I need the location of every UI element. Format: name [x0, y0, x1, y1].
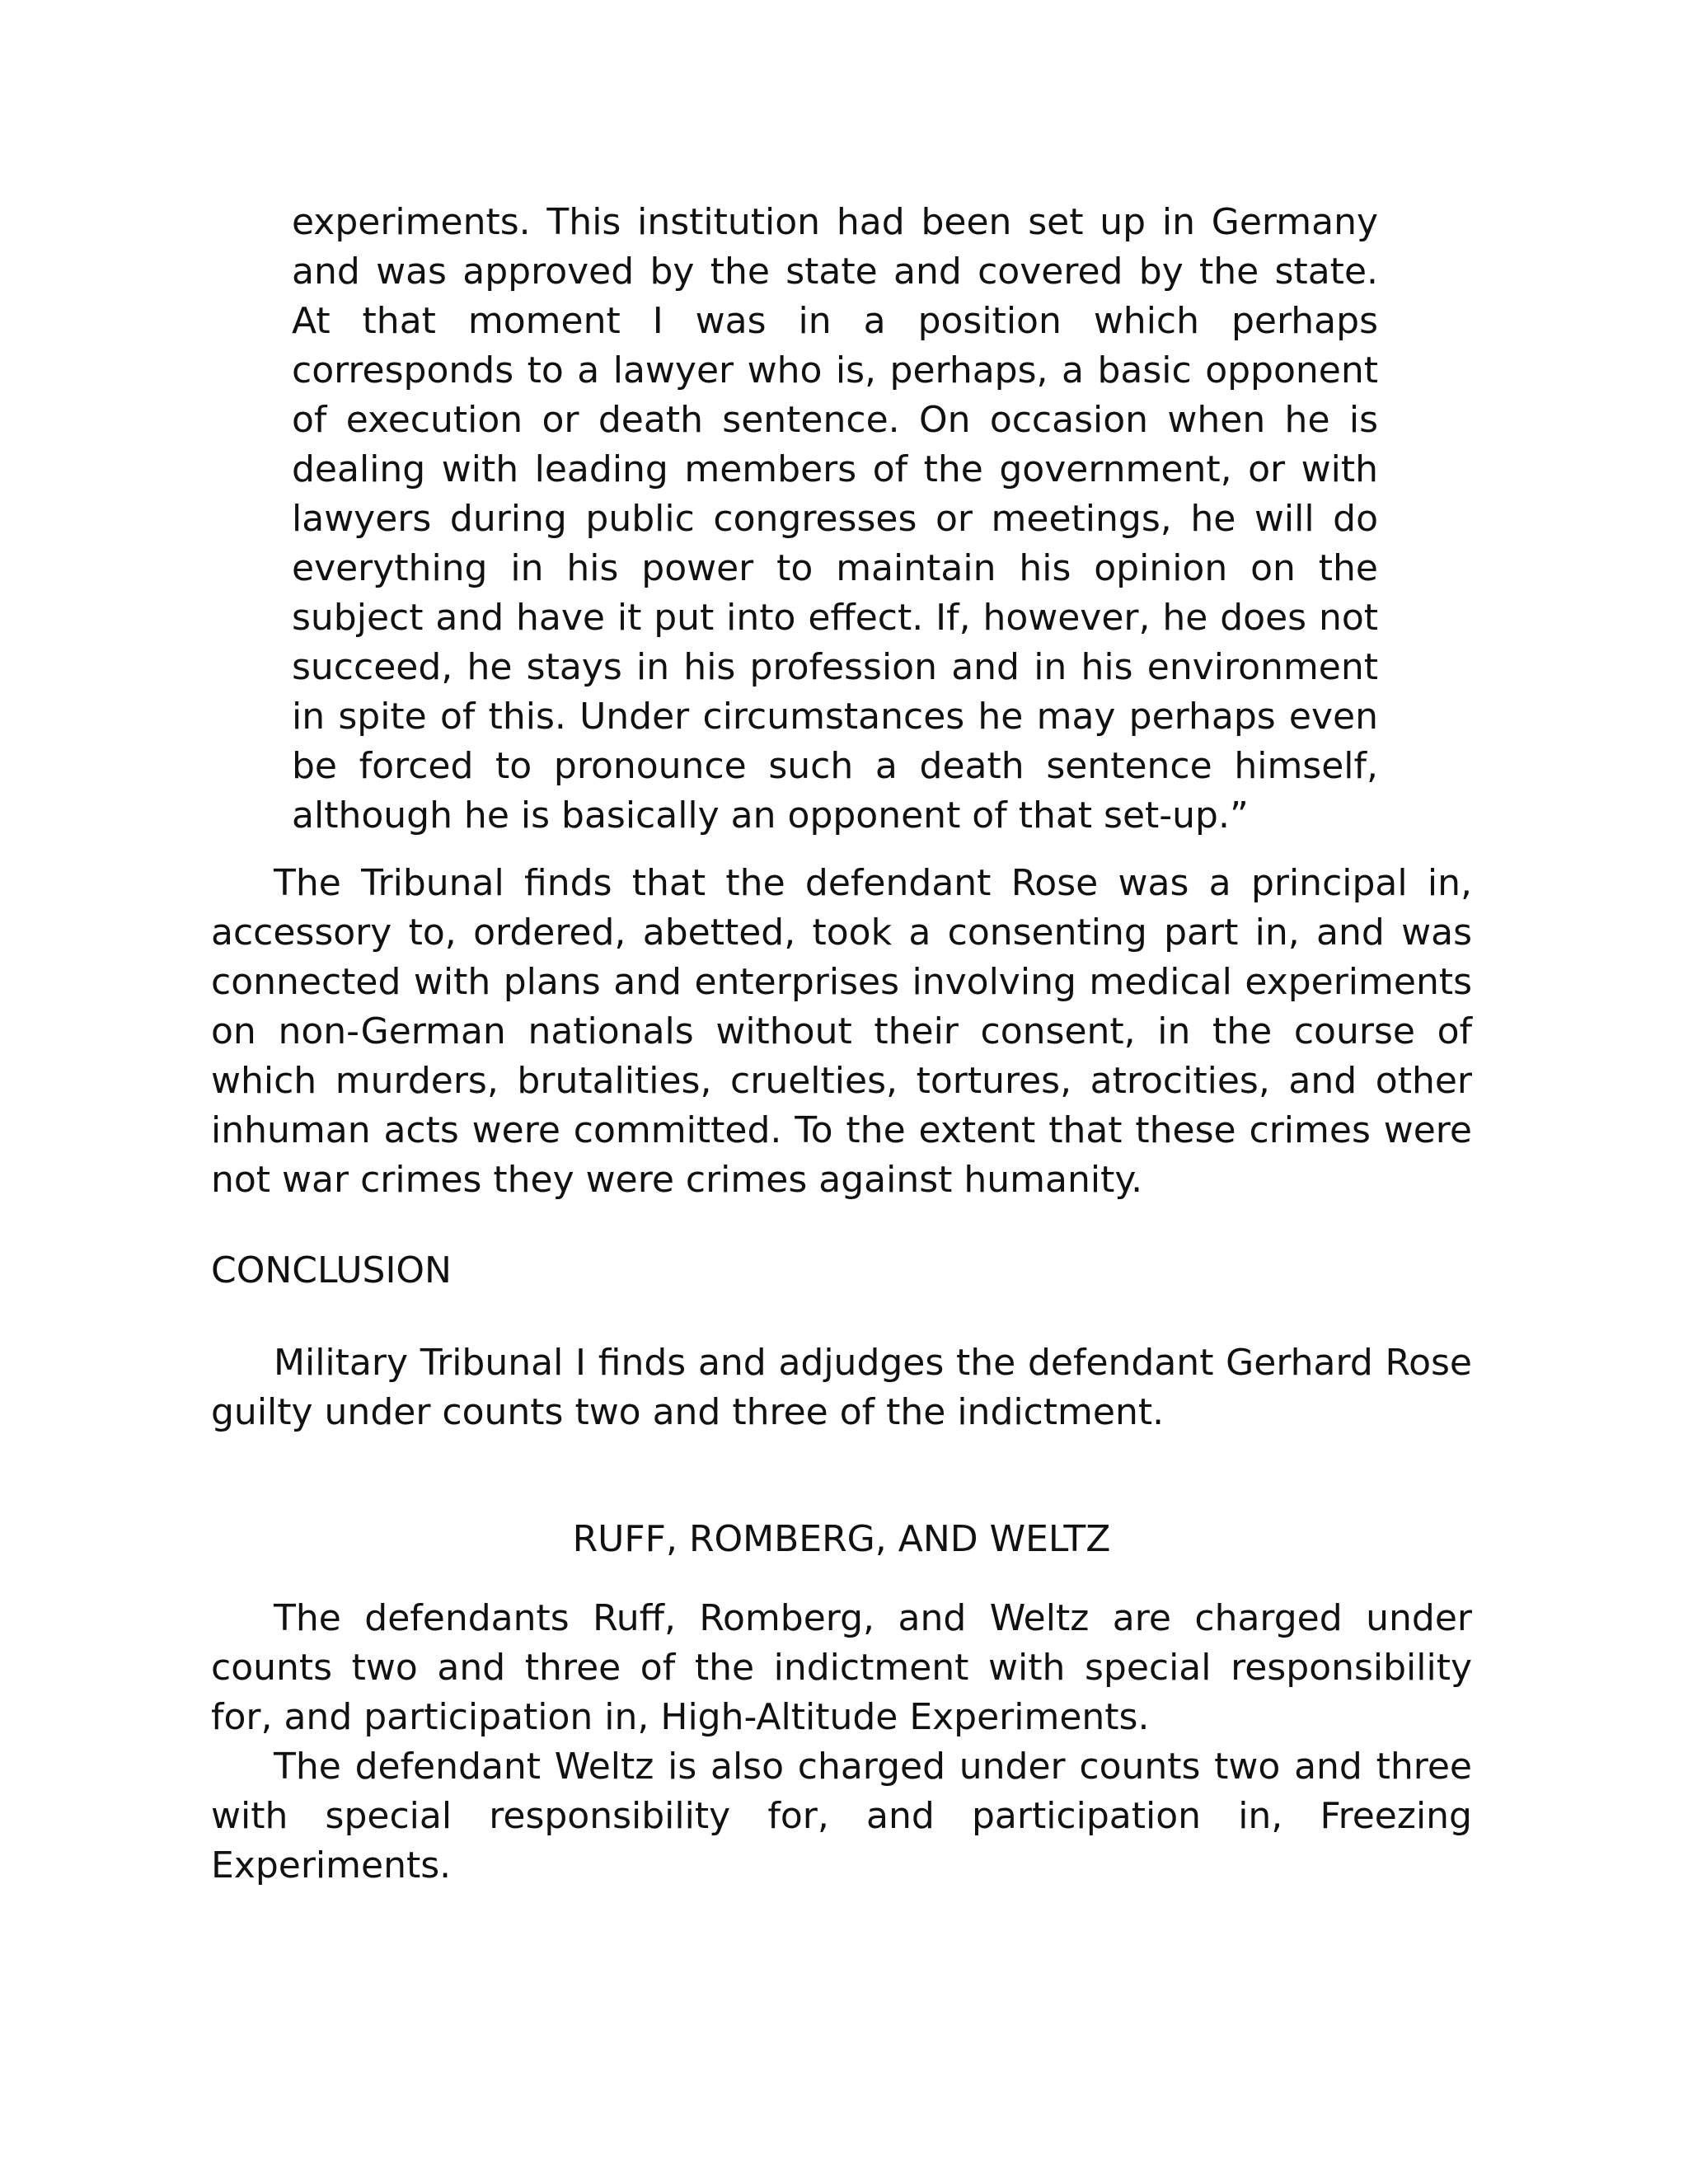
section-heading: RUFF, ROMBERG, AND WELTZ — [572, 1518, 1111, 1560]
conclusion-heading: CONCLUSION — [211, 1249, 452, 1291]
quoted-testimony: experiments. This institution had been set up in Germany and was approved by the state and covered by the state. At that moment I was in a position which perhaps corresponds to a lawyer who is, perhaps, a basic opponent of execution or death sentence. On occasion when he is dealing with leading members of the government, or with lawyers during public congresses or meetings, he will do everything in his power to maintain his opinion on the subject and have it put into effect. If, however, he does not succeed, he stays in his profession and in his environment in spite of this. Under circumstances he may perhaps even be forced to pronounce such a death sentence himself, although he is basically an opponent of that set-up.” — [292, 201, 1378, 837]
weltz-charges-paragraph: The defendant Weltz is also charged under counts two and three with special responsibility for, and participation in, Freezing Experiments. — [211, 1746, 1472, 1886]
conclusion-paragraph: Military Tribunal I finds and adjudges the defendant Gerhard Rose guilty under counts two and three of the indictment. — [211, 1342, 1472, 1433]
tribunal-finding-paragraph: The Tribunal finds that the defendant Rose was a principal in, accessory to, ordered, abetted, took a consenting part in, and was connected with plans and enterprises involving medical experiments on non-German nationals without their consent, in the course of which murders, brutalities, cruelties, tortures, atrocities, and other inhuman acts were committed. To the extent that these crimes were not war crimes they were crimes against humanity. — [211, 862, 1472, 1201]
charges-paragraph: The defendants Ruff, Romberg, and Weltz are charged under counts two and three of the indictment with special responsibility for, and participation in, High-Altitude Experiments. — [211, 1597, 1472, 1738]
